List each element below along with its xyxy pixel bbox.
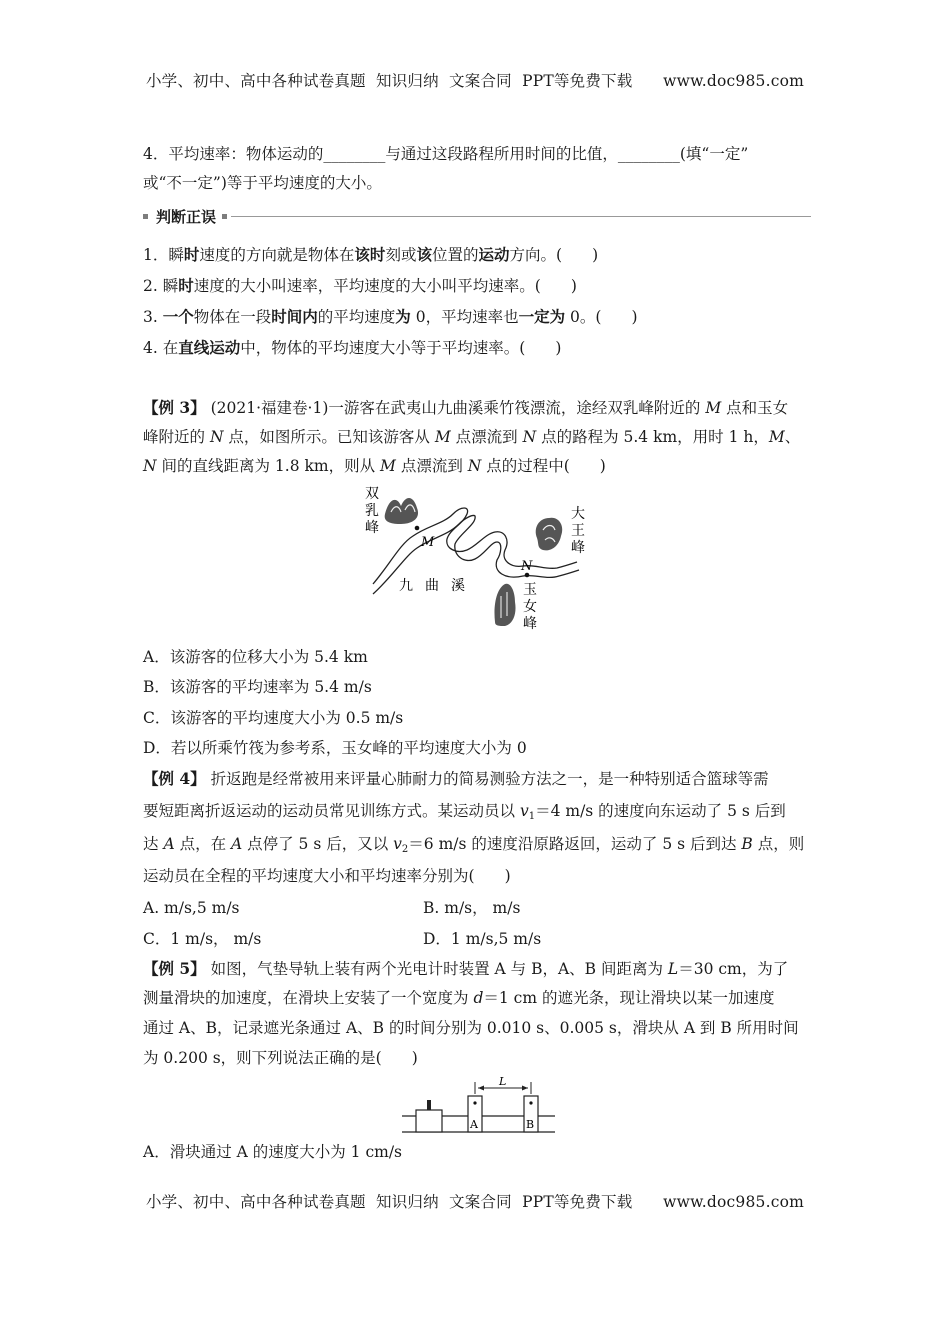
text: 、: [784, 428, 801, 446]
text: 点，在: [174, 835, 231, 853]
subscript: 2: [401, 844, 409, 855]
var-m: M: [768, 428, 785, 446]
left-peak-char-2: 乳: [365, 503, 379, 519]
label-gate-a: A: [470, 1118, 478, 1131]
mountain-bottom-icon: [494, 584, 515, 626]
shading-strip: [427, 1100, 431, 1110]
text: ＝4 m/s 的速度向东运动了 5 s 后到: [535, 802, 786, 820]
text: ): [555, 339, 562, 357]
text: 点的过程中(: [481, 457, 570, 475]
text: ): [411, 1049, 418, 1067]
text: ＝1 cm 的遮光条，现让滑块以某一加速度: [483, 989, 775, 1007]
var-d: d: [473, 989, 484, 1007]
dim-arrow-right: [522, 1086, 528, 1091]
text: 点和玉女: [721, 399, 789, 417]
text: 测量滑块的加速度，在滑块上安装了一个宽度为: [143, 989, 474, 1007]
bold-text: 直线运动: [178, 338, 241, 357]
right-peak-char-2: 王: [571, 523, 585, 539]
item4-line1: 4．平均速率：物体运动的________与通过这段路程所用时间的比值，________(填“一定”: [143, 145, 749, 163]
ex4-option-b: B. m/s， m/s: [423, 899, 521, 917]
text: 要短距离折返运动的运动员常见训练方式。某运动员以: [143, 802, 520, 820]
text: ): [599, 457, 606, 475]
slider-block: [416, 1110, 442, 1132]
bold-text: 运动: [478, 245, 510, 264]
judgment-3: [143, 306, 638, 328]
river-char-1: 九: [399, 578, 413, 594]
var-m: M: [434, 428, 451, 446]
text: 点漂流到: [395, 457, 468, 475]
ex4-line1: [143, 768, 769, 790]
text: 方向。(: [509, 246, 563, 264]
bottom-peak-char-3: 峰: [523, 616, 537, 632]
judgment-1: [143, 244, 598, 266]
river-map-figure: [355, 484, 585, 634]
ex4-line4: [143, 865, 511, 887]
river-char-3: 溪: [451, 578, 465, 594]
text: 在: [162, 339, 179, 357]
judgment-4: [143, 337, 561, 359]
section-square-left: [143, 214, 148, 219]
dim-arrow-left: [478, 1086, 484, 1091]
bold-text: 一个: [162, 307, 194, 326]
right-peak-char-3: 峰: [571, 540, 585, 556]
text: 中，物体的平均速度大小等于平均速率。(: [240, 339, 526, 357]
ex5-line4: [143, 1047, 418, 1069]
text: 速度的方向就是物体在: [199, 246, 355, 264]
left-peak-char-3: 峰: [365, 520, 379, 536]
var-a: A: [163, 835, 175, 853]
left-peak-char-1: 双: [365, 486, 379, 502]
subscript: 1: [528, 811, 536, 822]
ex5-line2: [143, 987, 774, 1009]
text: 达: [143, 835, 164, 853]
text: 位置的: [431, 246, 479, 264]
gate-a-dot: [473, 1101, 476, 1104]
text: ): [504, 867, 511, 885]
label-l: L: [499, 1076, 507, 1088]
text: ): [631, 308, 638, 326]
text: ): [570, 277, 577, 295]
gate-b-dot: [529, 1101, 532, 1104]
label-n: N: [521, 559, 533, 574]
text: 点，则: [752, 835, 805, 853]
example-tag: 【例 5】: [143, 959, 206, 978]
ex4-option-d: D．1 m/s,5 m/s: [423, 930, 542, 948]
bold-text: 时: [178, 276, 194, 295]
ex3-option-b: B．该游客的平均速率为 5.4 m/s: [143, 678, 372, 696]
ex3-line2: [143, 426, 800, 448]
var-n: N: [467, 457, 482, 475]
page-footer: 小学、初中、高中各种试卷真题 知识归纳 文案合同 PPT等免费下载 www.doc985.com: [145, 1193, 805, 1211]
text: 0，平均速率也: [410, 308, 519, 326]
text: ＝30 cm，为了: [678, 960, 789, 978]
ex3-option-a: A．该游客的位移大小为 5.4 km: [143, 648, 368, 666]
bold-text: 该时: [354, 245, 386, 264]
ex3-line1: [143, 397, 788, 419]
judgment-num: 4.: [143, 339, 163, 357]
text: 0。(: [565, 308, 602, 326]
text: 的平均速度: [317, 308, 396, 326]
bold-text: 时间内: [271, 307, 318, 326]
section-title: 判断正误: [156, 207, 217, 226]
river-char-2: 曲: [425, 578, 439, 594]
text: 瞬: [168, 246, 184, 264]
section-bar: [143, 205, 811, 227]
ex4-line3: [143, 833, 804, 861]
var-l: L: [667, 960, 679, 978]
ex5-line3: 通过 A、B，记录遮光条通过 A、B 的时间分别为 0.010 s、0.005 s，滑块从 A 到 B 所用时间: [143, 1019, 799, 1037]
var-a: A: [231, 835, 243, 853]
text: 刻或: [385, 246, 417, 264]
mountain-left-icon: [385, 498, 418, 524]
judgment-num: 2.: [143, 277, 163, 295]
var-m: M: [705, 399, 722, 417]
var-n: N: [143, 457, 157, 475]
bottom-peak-char-1: 玉: [523, 582, 537, 598]
var-v: v: [393, 835, 402, 853]
text: 点的路程为 5.4 km，用时 1 h，: [536, 428, 769, 446]
section-square-right: [222, 214, 227, 219]
ex4-option-a: A. m/s,5 m/s: [143, 899, 240, 917]
var-v: v: [519, 802, 529, 820]
text: ): [592, 246, 599, 264]
text: 点停了 5 s 后，又以: [242, 835, 394, 853]
ex3-line3: [143, 455, 606, 477]
page-header: 小学、初中、高中各种试卷真题 知识归纳 文案合同 PPT等免费下载 www.doc985.com: [145, 72, 805, 90]
example-tag: 【例 4】: [143, 769, 206, 788]
mountain-right-icon: [536, 518, 563, 551]
text: ＝6 m/s 的速度沿原路返回，运动了 5 s 后到达: [408, 835, 742, 853]
right-peak-char-1: 大: [571, 506, 585, 522]
item4-line2: 或“不一定”)等于平均速度的大小。: [143, 174, 382, 192]
text: 运动员在全程的平均速度大小和平均速率分别为(: [143, 867, 475, 885]
section-rule: [231, 216, 811, 217]
air-track-figure: [400, 1076, 560, 1134]
text: 物体在一段: [193, 308, 272, 326]
text: 为 0.200 s，则下列说法正确的是(: [143, 1049, 382, 1067]
judgment-2: [143, 275, 577, 297]
bold-text: 时: [183, 245, 200, 264]
ex3-option-c: C．该游客的平均速度大小为 0.5 m/s: [143, 709, 404, 727]
point-m-dot: [415, 526, 420, 531]
text: 如图，气垫导轨上装有两个光电计时装置 A 与 B，A、B 间距离为: [205, 960, 668, 978]
var-m: M: [380, 457, 396, 475]
var-n: N: [209, 428, 224, 446]
bold-text: 一定为: [518, 307, 566, 326]
text: 速度的大小叫速率，平均速度的大小叫平均速率。(: [193, 277, 541, 295]
ex5-line1: [143, 958, 788, 980]
ex3-option-d: D．若以所乘竹筏为参考系，玉女峰的平均速度大小为 0: [143, 739, 527, 757]
label-gate-b: B: [526, 1118, 535, 1131]
text: 点漂流到: [450, 428, 523, 446]
bottom-peak-char-2: 女: [523, 599, 537, 615]
ex5-option-a: A．滑块通过 A 的速度大小为 1 cm/s: [143, 1143, 403, 1161]
bold-text: 该: [416, 245, 432, 264]
text: 折返跑是经常被用来评量心肺耐力的简易测验方法之一，是一种特别适合篮球等需: [205, 770, 769, 788]
text: 瞬: [162, 277, 179, 295]
text: 间的直线距离为 1.8 km，则从: [156, 457, 381, 475]
judgment-num: 3.: [143, 308, 163, 326]
ex4-option-c: C．1 m/s， m/s: [143, 930, 262, 948]
bold-text: 为: [395, 307, 411, 326]
judgment-num: 1．: [143, 246, 169, 264]
var-n: N: [522, 428, 537, 446]
text: 峰附近的: [143, 428, 210, 446]
text: 点，如图所示。已知该游客从: [223, 428, 435, 446]
label-m: M: [421, 535, 435, 550]
text: (2021·福建卷·1)一游客在武夷山九曲溪乘竹筏漂流，途经双乳峰附近的: [205, 399, 706, 417]
var-b: B: [741, 835, 753, 853]
ex4-line2: [143, 800, 786, 828]
example-tag: 【例 3】: [143, 398, 206, 417]
